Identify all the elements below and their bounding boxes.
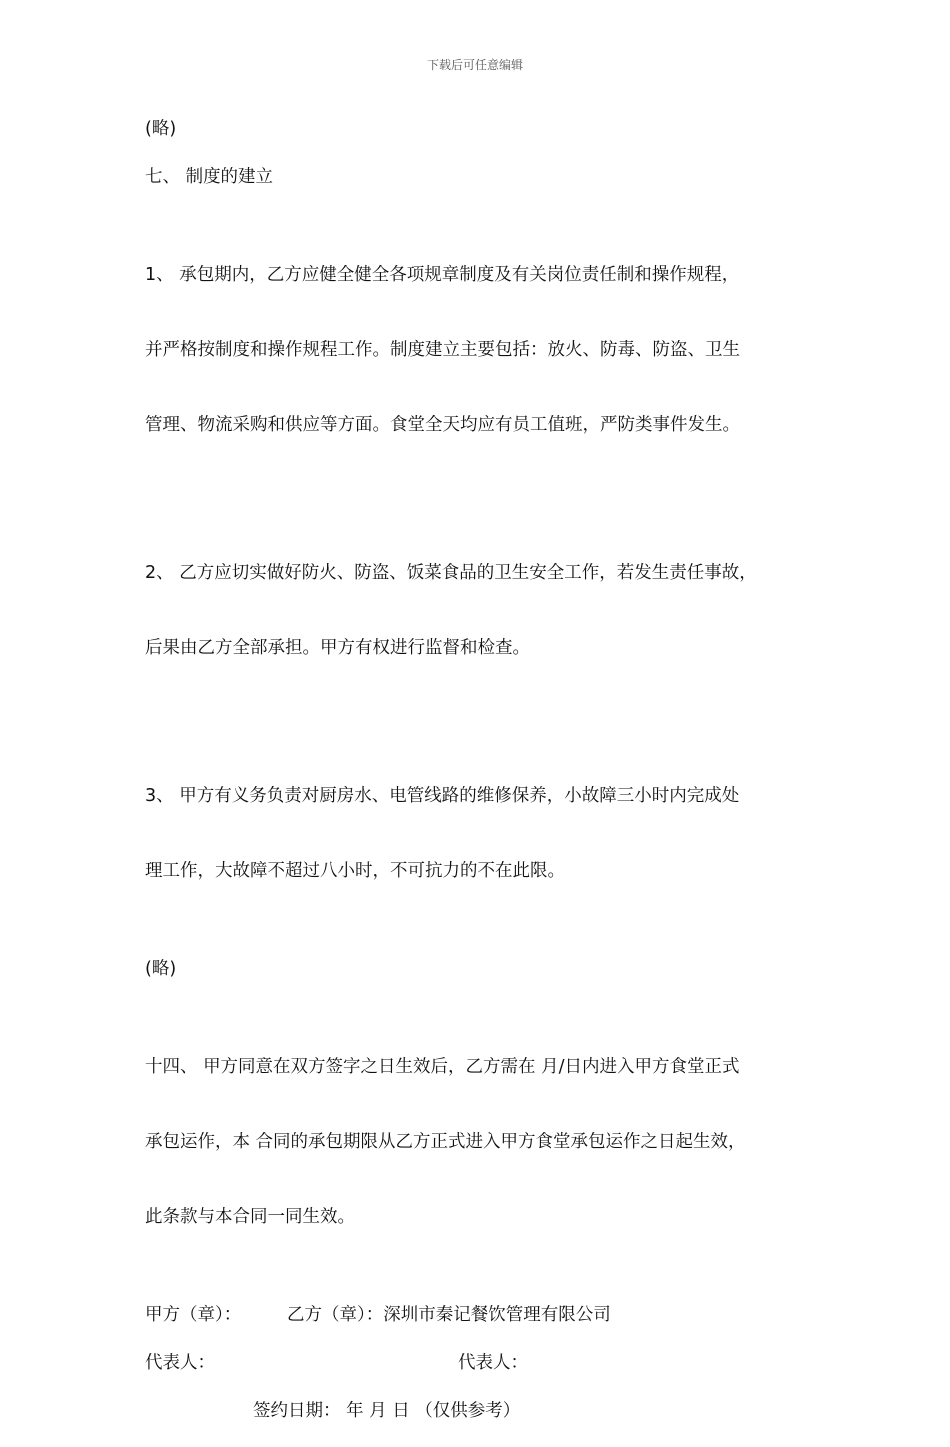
document-body xyxy=(145,117,810,1447)
clause-3-line: 理工作，大故障不超过八小时，不可抗力的不在此限。 xyxy=(145,861,565,881)
clause-14-line: 十四、 甲方同意在双方签字之日生效后，乙方需在 月/日内进入甲方食堂正式 xyxy=(145,1057,740,1077)
signing-date-label: 签约日期： 年 月 日 （仅供参考） xyxy=(253,1401,521,1421)
signature-representatives-row xyxy=(145,1351,810,1376)
clause-1-line: 管理、物流采购和供应等方面。食堂全天均应有员工值班，严防类事件发生。 xyxy=(145,415,740,435)
clause-1-line: 并严格按制度和操作规程工作。制度建立主要包括：放火、防毒、防盗、卫生 xyxy=(145,340,740,360)
clause-14-line: 承包运作，本 合同的承包期限从乙方正式进入甲方食堂承包运作之日起生效， xyxy=(145,1132,746,1152)
representative-a-label: 代表人： xyxy=(145,1353,215,1373)
clause-2 xyxy=(145,511,810,711)
clause-3-line: 3、 甲方有义务负责对厨房水、电管线路的维修保养，小故障三小时内完成处 xyxy=(145,786,740,806)
section-title: 七、 制度的建立 xyxy=(145,167,274,187)
clause-1 xyxy=(145,213,810,488)
signature-parties-row xyxy=(145,1303,810,1328)
clause-2-line: 2、 乙方应切实做好防火、防盗、饭菜食品的卫生安全工作，若发生责任事故， xyxy=(145,563,757,583)
clause-1-line: 1、 承包期内，乙方应健全健全各项规章制度及有关岗位责任制和操作规程， xyxy=(145,265,740,285)
omitted-note-1: (略) xyxy=(145,119,177,139)
clause-14-line: 此条款与本合同一同生效。 xyxy=(145,1207,355,1227)
omitted-note-2: (略) xyxy=(145,959,177,979)
representative-b-label: 代表人： xyxy=(458,1353,528,1373)
page-header: 下载后可任意编辑 xyxy=(426,58,523,72)
clause-14 xyxy=(145,1005,810,1280)
party-b-seal-label: 乙方（章）：深圳市秦记餐饮管理有限公司 xyxy=(287,1305,611,1325)
signing-date-row xyxy=(145,1399,810,1424)
clause-2-line: 后果由乙方全部承担。甲方有权进行监督和检查。 xyxy=(145,638,530,658)
party-a-seal-label: 甲方（章）： xyxy=(145,1305,242,1325)
clause-3 xyxy=(145,734,810,934)
